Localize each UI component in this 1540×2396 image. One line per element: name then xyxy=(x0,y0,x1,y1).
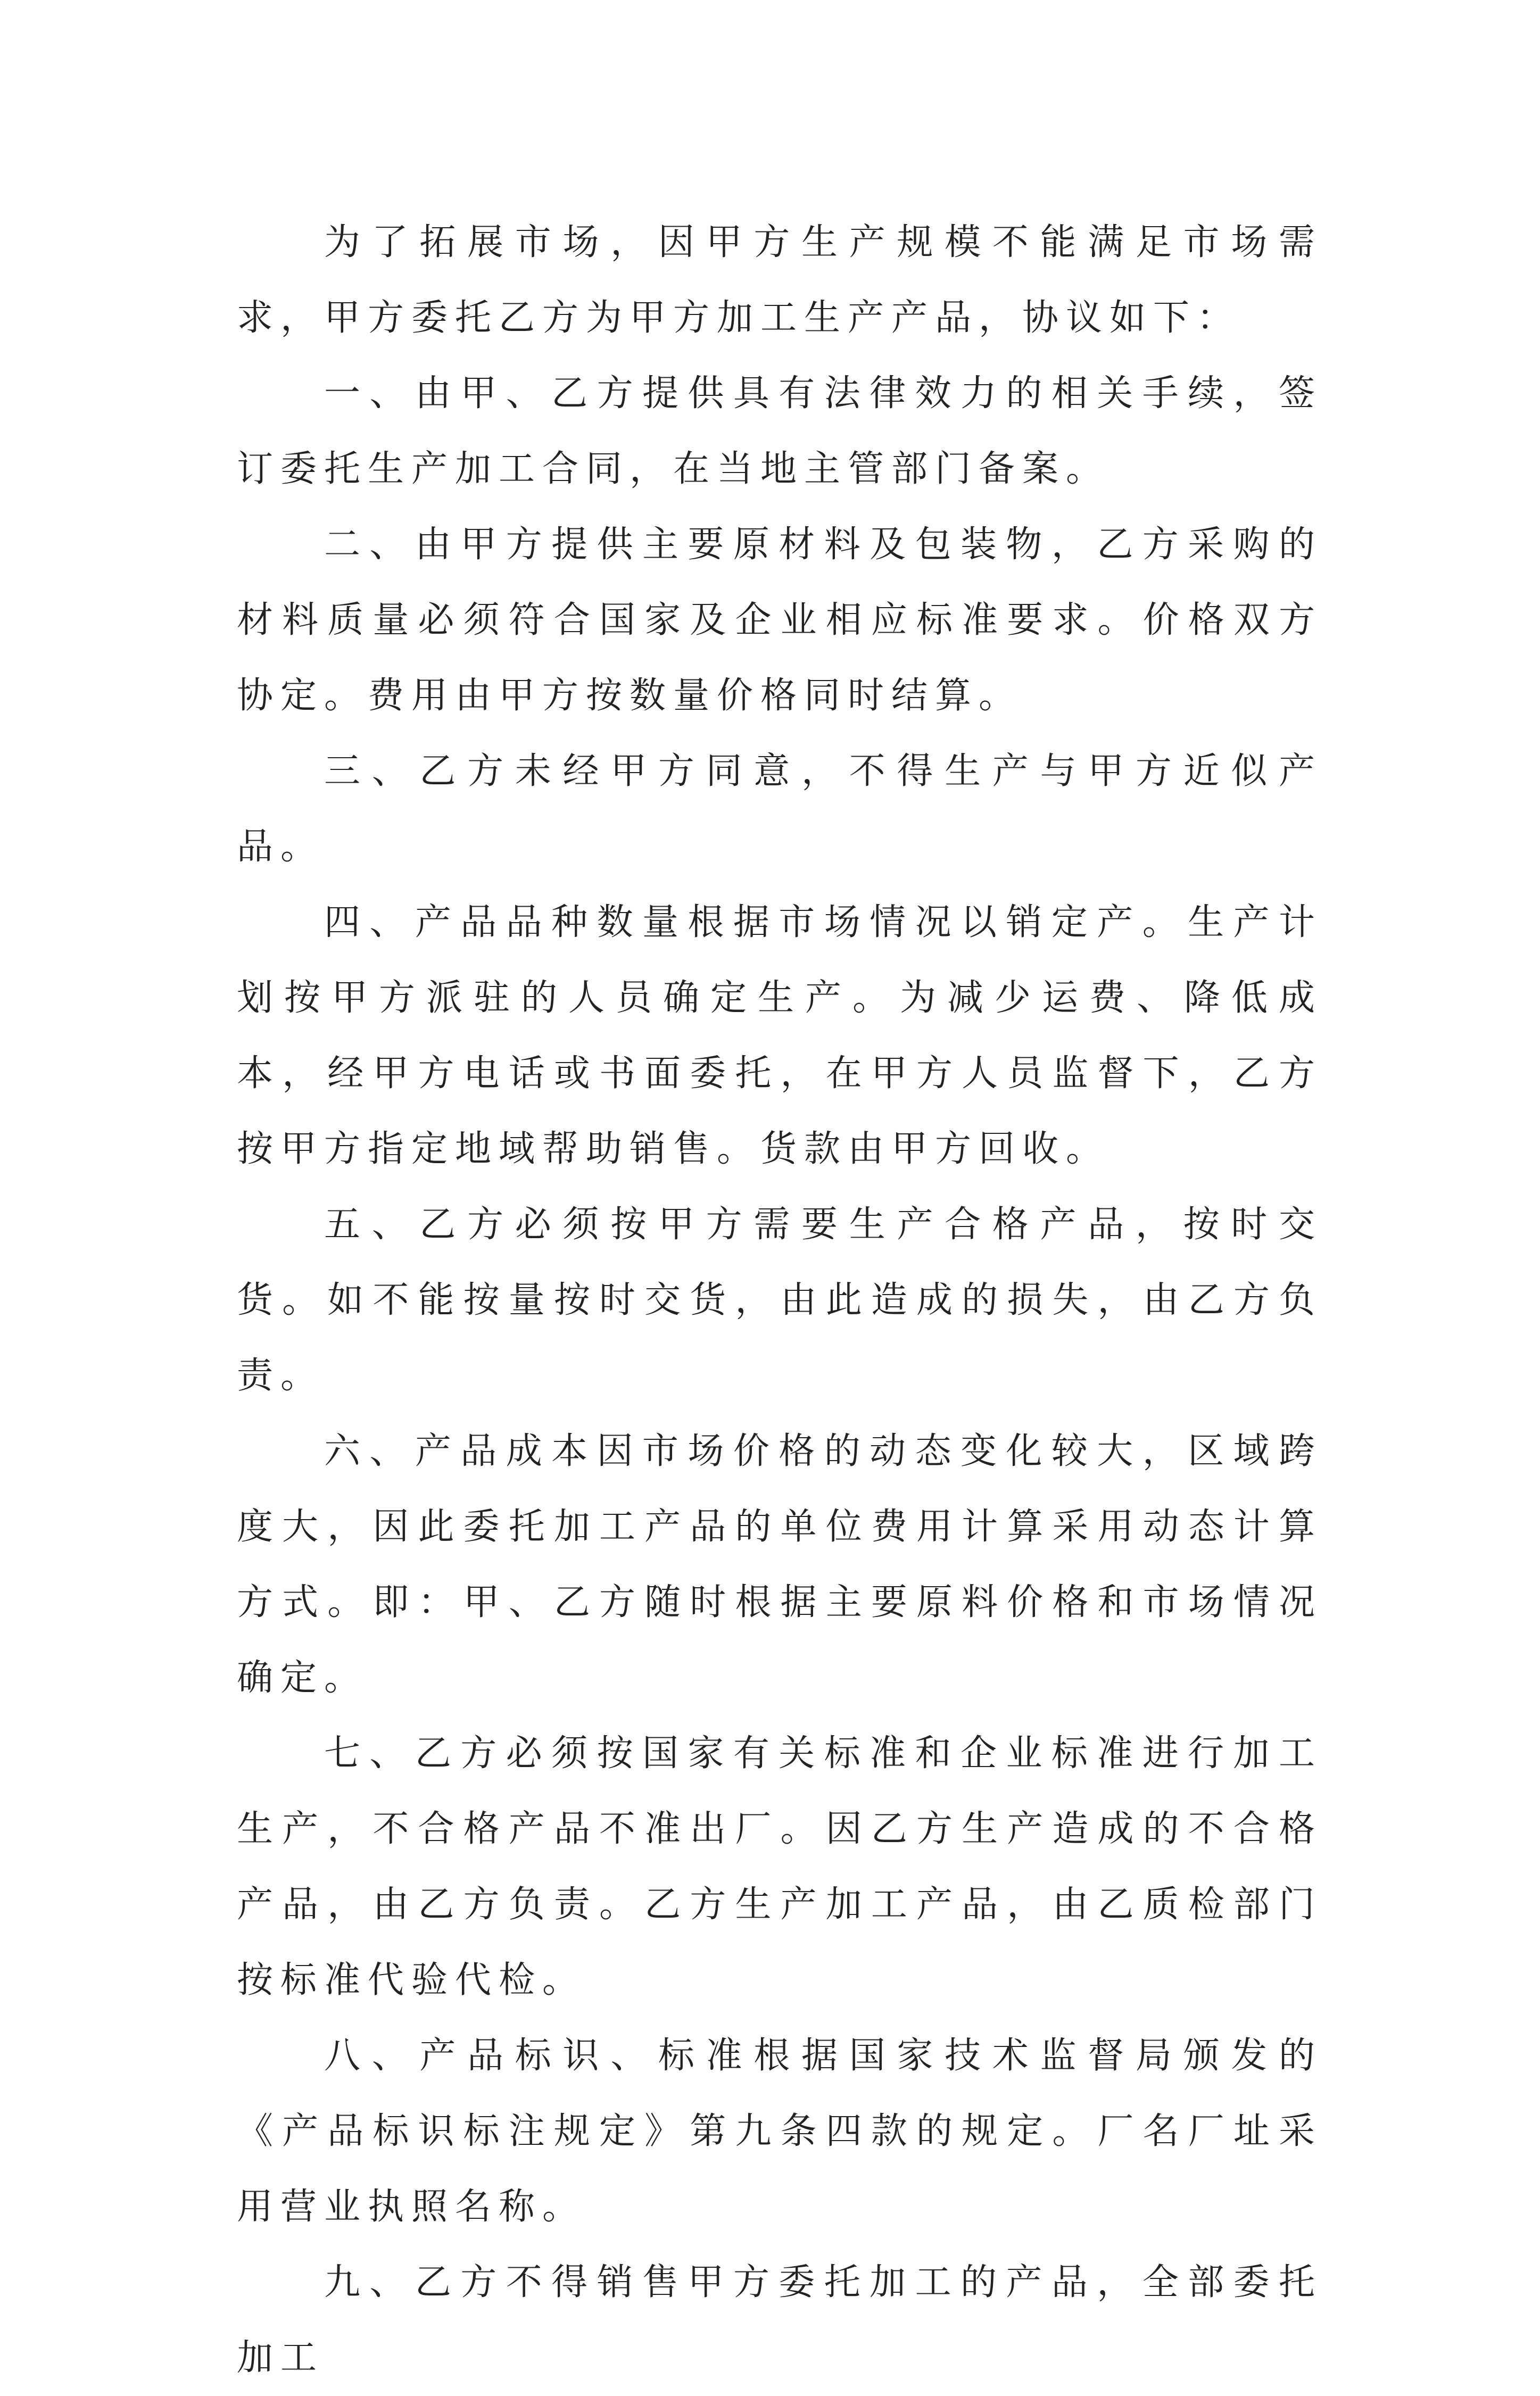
clause-1-paragraph: 一、由甲、乙方提供具有法律效力的相关手续，签订委托生产加工合同，在当地主管部门备案。 xyxy=(237,372,1322,490)
clause-8-paragraph: 八、产品标识、标准根据国家技术监督局颁发的《产品标识标注规定》第九条四款的规定。厂名厂址采用营业执照名称。 xyxy=(237,2035,1322,2228)
clause-6-paragraph: 六、产品成本因市场价格的动态变化较大，区域跨度大，因此委托加工产品的单位费用计算采用动态计算方式。即：甲、乙方随时根据主要原料价格和市场情况确定。 xyxy=(237,1430,1322,1699)
clause-4-paragraph: 四、产品品种数量根据市场情况以销定产。生产计划按甲方派驻的人员确定生产。为减少运费、降低成本，经甲方电话或书面委托，在甲方人员监督下，乙方按甲方指定地域帮助销售。货款由甲方回收。 xyxy=(237,901,1322,1170)
clause-7-paragraph: 七、乙方必须按国家有关标准和企业标准进行加工生产，不合格产品不准出厂。因乙方生产造成的不合格产品，由乙方负责。乙方生产加工产品，由乙质检部门按标准代验代检。 xyxy=(237,1732,1322,2001)
clause-3-paragraph: 三、乙方未经甲方同意，不得生产与甲方近似产品。 xyxy=(237,750,1322,868)
clause-5-paragraph: 五、乙方必须按甲方需要生产合格产品，按时交货。如不能按量按时交货，由此造成的损失，由乙方负责。 xyxy=(237,1204,1322,1397)
document-body xyxy=(237,205,1322,2396)
clause-2-paragraph: 二、由甲方提供主要原材料及包装物，乙方采购的材料质量必须符合国家及企业相应标准要求。价格双方协定。费用由甲方按数量价格同时结算。 xyxy=(237,524,1322,717)
intro-paragraph: 为了拓展市场，因甲方生产规模不能满足市场需求，甲方委托乙方为甲方加工生产产品，协议如下： xyxy=(237,221,1322,339)
clause-9-paragraph: 九、乙方不得销售甲方委托加工的产品，全部委托加工 xyxy=(237,2261,1322,2379)
